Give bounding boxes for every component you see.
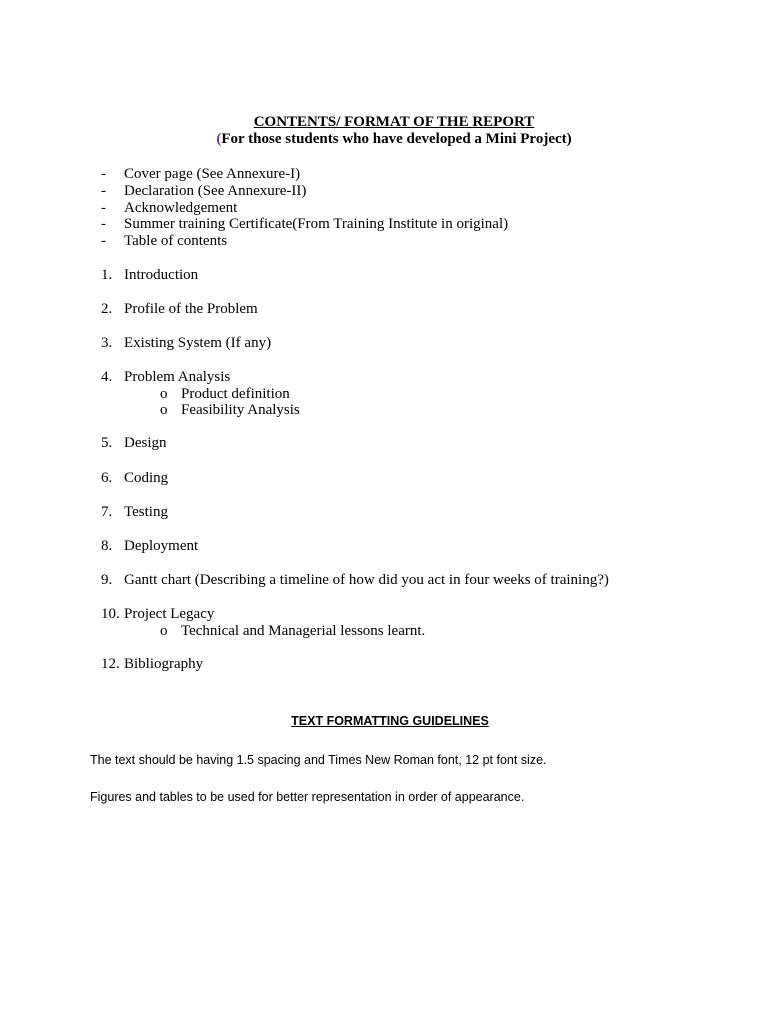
front-matter-marker: - <box>101 183 106 199</box>
front-matter-marker: - <box>101 166 106 182</box>
front-matter-item: Summer training Certificate(From Training Institute in original) <box>124 216 509 232</box>
chapter-title: Testing <box>124 504 168 520</box>
front-matter-item: Acknowledgement <box>124 200 238 216</box>
chapter-title: Coding <box>124 470 169 486</box>
sub-item-marker: o <box>160 402 168 418</box>
front-matter-item: Table of contents <box>124 233 228 249</box>
sub-item: Feasibility Analysis <box>181 402 300 418</box>
chapter-number: 5. <box>101 435 113 451</box>
chapter-number: 10. <box>101 606 120 622</box>
chapter-title: Gantt chart (Describing a timeline of how did you act in four weeks of training?) <box>124 572 609 588</box>
chapter-title: Problem Analysis <box>124 369 231 385</box>
subtitle-text: For those students who have developed a Mini Project) <box>221 131 572 147</box>
subtitle-open-paren: ( <box>216 131 222 147</box>
chapter-number: 9. <box>101 572 113 588</box>
document-title: CONTENTS/ FORMAT OF THE REPORT <box>253 114 535 130</box>
guidelines-heading: TEXT FORMATTING GUIDELINES <box>291 714 489 728</box>
sub-item-marker: o <box>160 386 168 402</box>
guideline-paragraph: The text should be having 1.5 spacing and Times New Roman font, 12 pt font size. <box>90 753 547 767</box>
front-matter-marker: - <box>101 233 106 249</box>
chapter-title: Introduction <box>124 267 199 283</box>
chapter-title: Deployment <box>124 538 199 554</box>
chapter-title: Bibliography <box>124 656 204 672</box>
chapter-title: Project Legacy <box>124 606 215 622</box>
front-matter-item: Declaration (See Annexure-II) <box>124 183 307 199</box>
chapter-number: 12. <box>101 656 120 672</box>
chapter-title: Design <box>124 435 167 451</box>
chapter-number: 2. <box>101 301 113 317</box>
chapter-number: 4. <box>101 369 113 385</box>
sub-item: Product definition <box>181 386 290 402</box>
chapter-number: 8. <box>101 538 113 554</box>
chapter-number: 3. <box>101 335 113 351</box>
front-matter-marker: - <box>101 200 106 216</box>
document-subtitle <box>0 131 768 148</box>
sub-item: Technical and Managerial lessons learnt. <box>181 623 426 639</box>
chapter-title: Profile of the Problem <box>124 301 258 317</box>
front-matter-marker: - <box>101 216 106 232</box>
chapter-number: 6. <box>101 470 113 486</box>
sub-item-marker: o <box>160 623 168 639</box>
chapter-title: Existing System (If any) <box>124 335 272 351</box>
guideline-paragraph: Figures and tables to be used for better representation in order of appearance. <box>90 790 525 804</box>
chapter-number: 7. <box>101 504 113 520</box>
front-matter-item: Cover page (See Annexure-I) <box>124 166 301 182</box>
chapter-number: 1. <box>101 267 113 283</box>
